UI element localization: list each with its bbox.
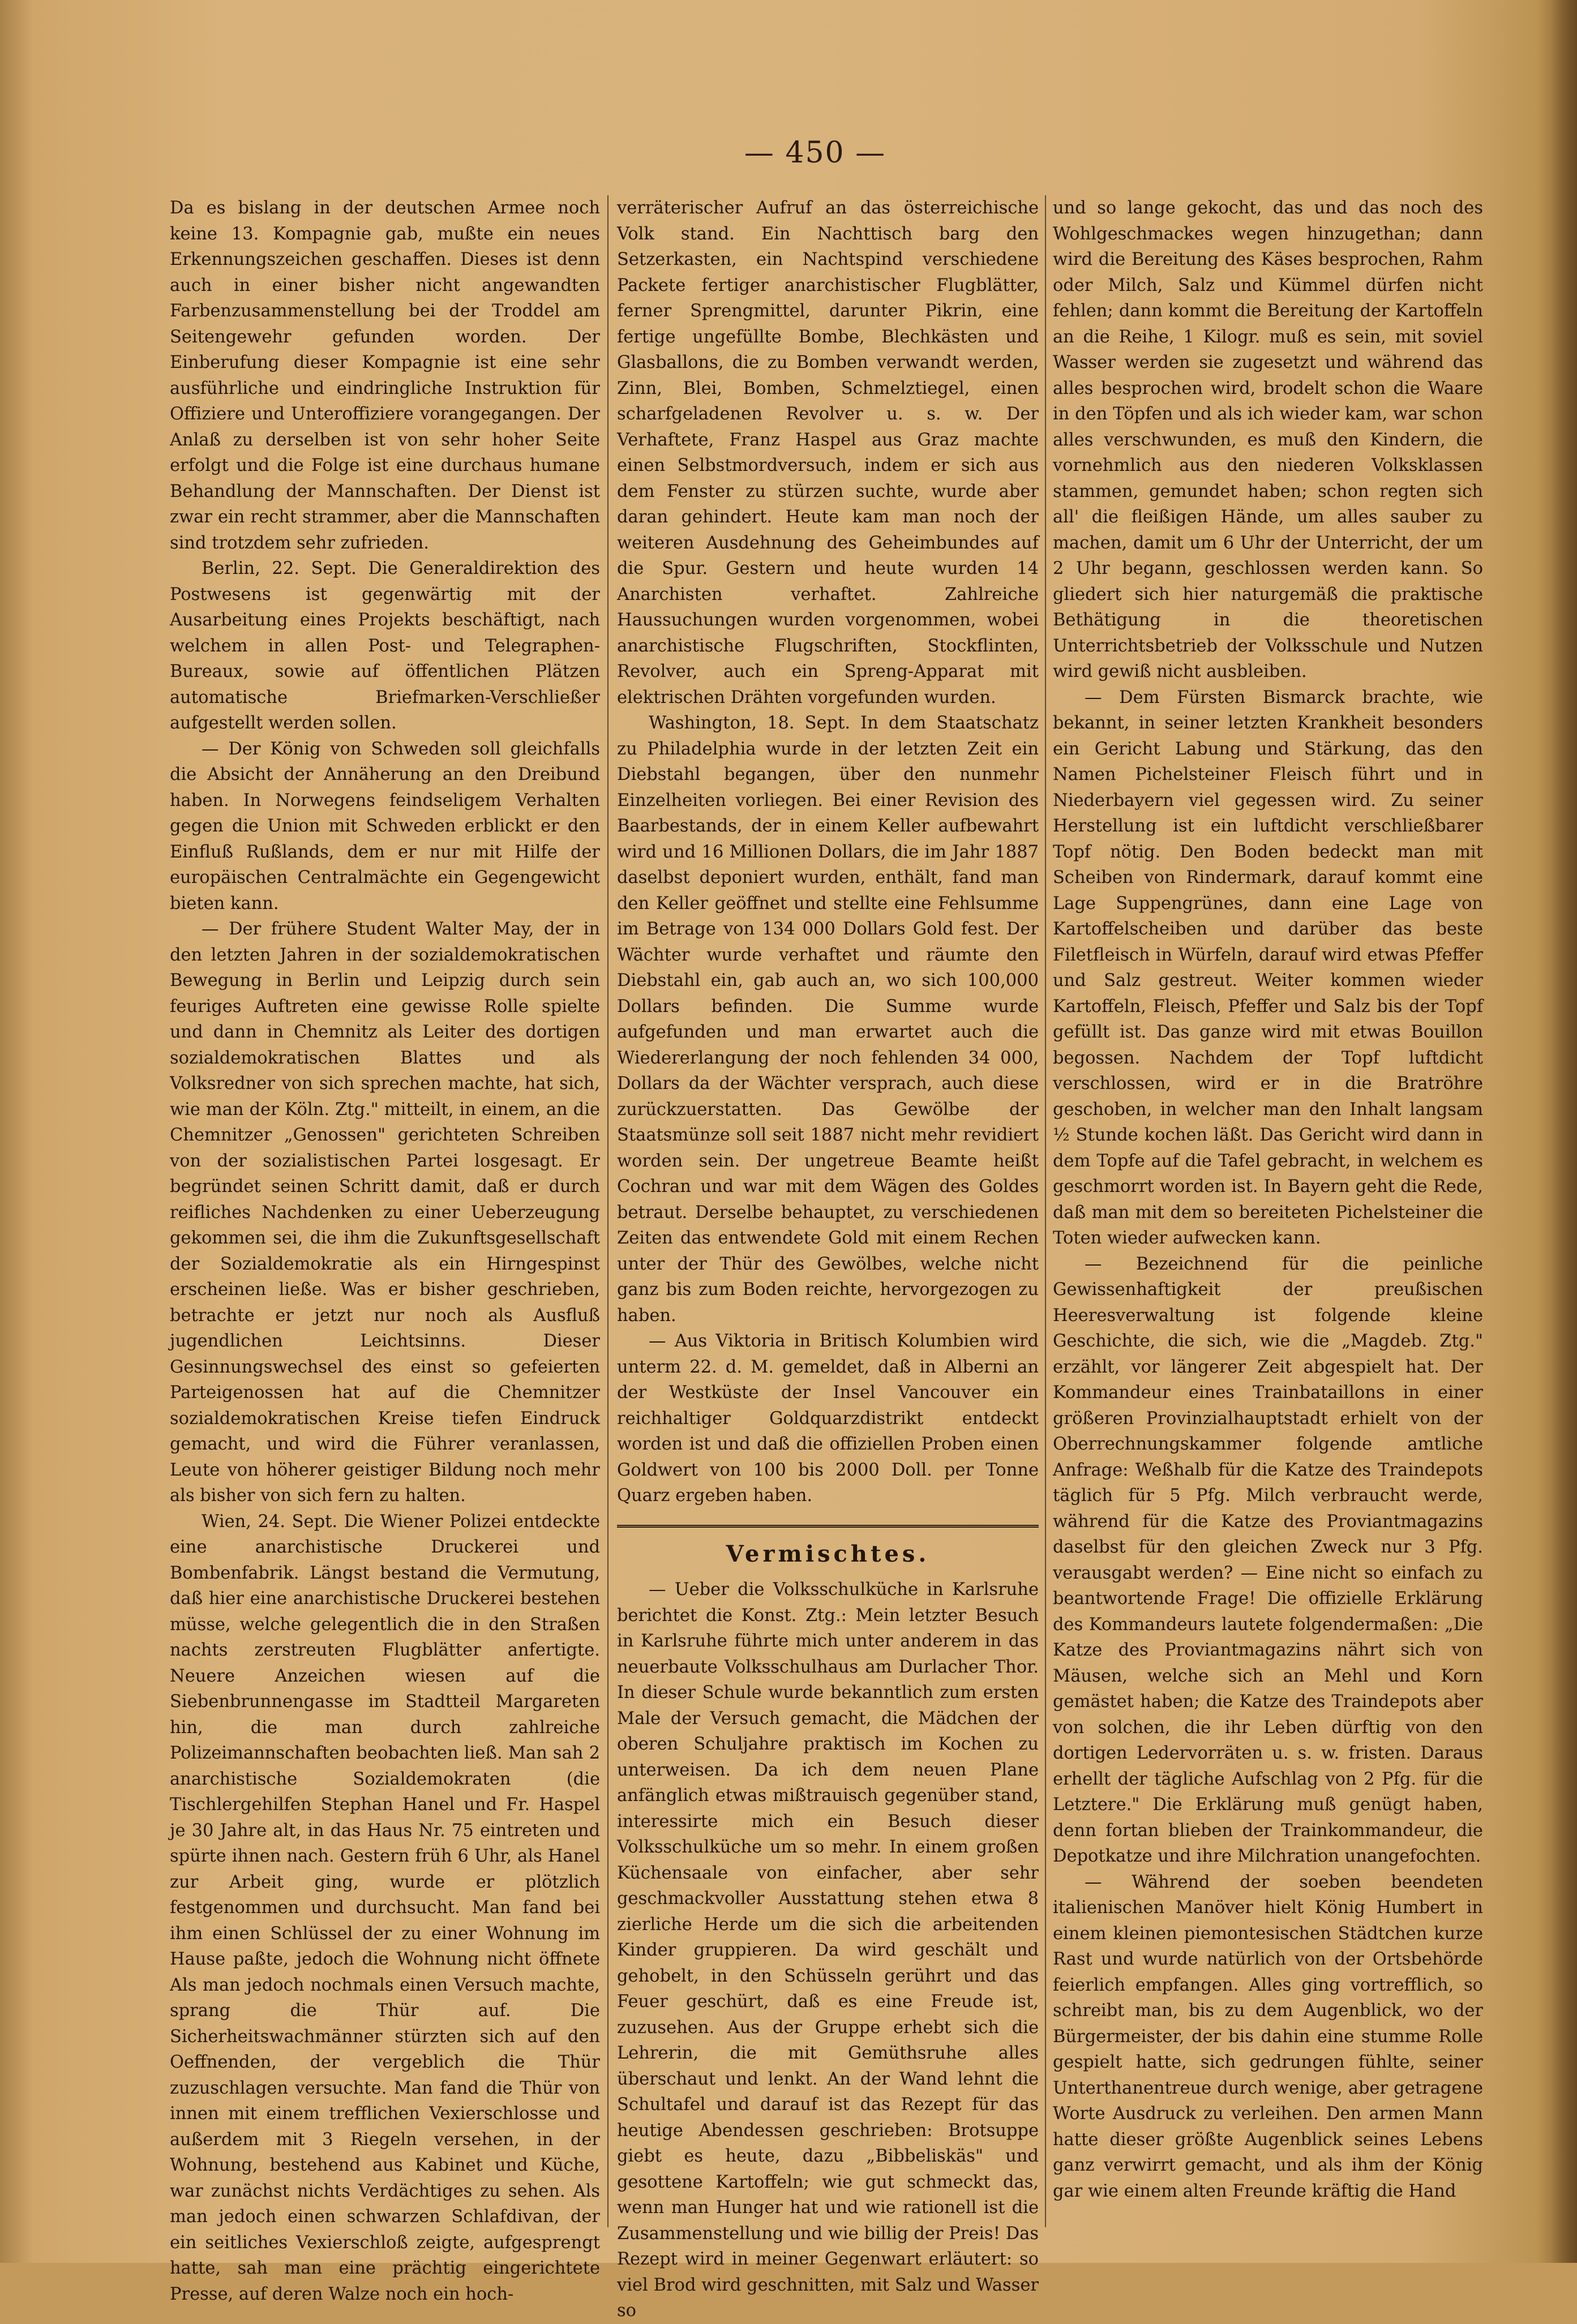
column-3 bbox=[1053, 195, 1483, 2233]
article-paragraph: Berlin, 22. Sept. Die Generaldirektion des Postwesens ist gegenwärtig mit der Ausarbeitung eines Projekts beschäftigt, nach welchem in allen Post- und Telegraphen-Bureaux, sowie auf öffentlichen Plätzen automatische Briefmarken-Verschließer aufgestellt werden sollen. bbox=[170, 559, 600, 733]
article-paragraph: verräterischer Aufruf an das österreichische Volk stand. Ein Nachttisch barg den Setzerkasten, ein Nachtspind verschiedene Packete fertiger anarchistischer Flugblätter, ferner Sprengmittel, darunter Pikrin, eine fertige ungefüllte Bombe, Blechkästen und Glasballons, die zu Bomben verwandt werden, Zinn, Blei, Bomben, Schmelztiegel, einen scharfgeladenen Revolver u. s. w. Der Verhaftete, Franz Haspel aus Graz machte einen Selbstmordversuch, indem er sich aus dem Fenster zu stürzen suchte, wurde aber daran gehindert. Heute kam man noch der weiteren Ausdehnung des Geheimbundes auf die Spur. Gestern und heute wurden 14 Anarchisten verhaftet. Zahlreiche Haussuchungen wurden vorgenommen, wobei anarchistische Flugschriften, Stockflinten, Revolver, auch ein Spreng-Apparat mit elektrischen Drähten vorgefunden wurden. bbox=[617, 198, 1039, 708]
article-paragraph: Da es bislang in der deutschen Armee noch keine 13. Kompagnie gab, mußte ein neues Erkennungszeichen geschaffen. Dieses ist denn auch in einer bisher nicht angewandten Farbenzusammenstellung bei der Troddel am Seitengewehr gefunden worden. Der Einberufung dieser Kompagnie ist eine sehr ausführliche und eindringliche Instruktion für Offiziere und Unteroffiziere vorangegangen. Der Anlaß zu derselben ist von sehr hoher Seite erfolgt und die Folge ist eine durchaus humane Behandlung der Mannschaften. Der Dienst ist zwar ein recht strammer, aber die Mannschaften sind trotzdem sehr zufrieden. bbox=[170, 198, 600, 553]
column-divider-right bbox=[1045, 195, 1046, 2227]
column-2 bbox=[617, 195, 1039, 2321]
column-divider-left bbox=[607, 195, 608, 2227]
article-paragraph: — Bezeichnend für die peinliche Gewissenhaftigkeit der preußischen Heeresverwaltung ist folgende kleine Geschichte, die sich, wie die „Magdeb. Ztg." erzählt, vor längerer Zeit abgespielt hat. Der Kommandeur eines Trainbataillons in einer größeren Provinzialhauptstadt erhielt von der Oberrechnungskammer folgende amtliche Anfrage: Weßhalb für die Katze des Traindepots täglich für 5 Pfg. Milch verbraucht werde, während für die Katze des Proviantmagazins daselbst für den gleichen Zweck nur 3 Pfg. verausgabt werden? — Eine nicht so einfach zu beantwortende Frage! Die offizielle Erklärung des Kommandeurs lautete folgendermaßen: „Die Katze des Proviantmagazins nährt sich von Mäusen, welche sich an Mehl und Korn gemästet haben; die Katze des Traindepots aber von solchen, die ihr Leben dürftig von den dortigen Ledervorräten u. s. w. fristen. Daraus erhellt der tägliche Aufschlag von 2 Pfg. für die Letztere." Die Erklärung muß genügt haben, denn fortan blieben der Trainkommandeur, die Depotkatze und ihre Milchration unangefochten. bbox=[1053, 1254, 1483, 1866]
article-paragraph: — Dem Fürsten Bismarck brachte, wie bekannt, in seiner letzten Krankheit besonders ein Gericht Labung und Stärkung, das den Namen Pichelsteiner Fleisch führt und in Niederbayern viel gegessen wird. Zu seiner Herstellung ist ein luftdicht verschließbarer Topf nötig. Den Boden bedeckt man mit Scheiben von Rindermark, darauf kommt eine Lage Suppengrünes, dann eine Lage von Kartoffelscheiben und darüber das beste Filetfleisch in Würfeln, darauf wird etwas Pfeffer und Salz gestreut. Weiter kommen wieder Kartoffeln, Fleisch, Pfeffer und Salz bis der Topf gefüllt ist. Das ganze wird mit etwas Bouillon begossen. Nachdem der Topf luftdicht verschlossen, wird er in die Bratröhre geschoben, in welcher man den Inhalt langsam ½ Stunde kochen läßt. Das Gericht wird dann in dem Topfe auf die Tafel gebracht, in welchem es geschmorrt worden ist. In Bayern geht die Rede, daß man mit dem so bereiteten Pichelsteiner die Toten wieder aufwecken kann. bbox=[1053, 687, 1483, 1248]
article-paragraph: — Der König von Schweden soll gleichfalls die Absicht der Annäherung an den Dreibund haben. In Norwegens feindseligem Verhalten gegen die Union mit Schweden erblickt er den Einfluß Rußlands, dem er nur mit Hilfe der europäischen Centralmächte ein Gegengewicht bieten kann. bbox=[170, 739, 600, 914]
article-paragraph: Wien, 24. Sept. Die Wiener Polizei entdeckte eine anarchistische Druckerei und Bombenfabrik. Längst bestand die Vermutung, daß hier eine anarchistische Druckerei bestehen müsse, welche gelegentlich die in den Straßen nachts zerstreuten Flugblätter anfertigte. Neuere Anzeichen wiesen auf die Siebenbrunnengasse im Stadtteil Margareten hin, die man durch zahlreiche Polizeimannschaften beobachten ließ. Man sah 2 anarchistische Sozialdemokraten (die Tischlergehilfen Stephan Hanel und Fr. Haspel je 30 Jahre alt, in das Haus Nr. 75 eintreten und spürte ihnen nach. Gestern früh 6 Uhr, als Hanel zur Arbeit ging, wurde er plötzlich festgenommen und durchsucht. Man fand bei ihm einen Schlüssel der zu einer Wohnung im Hause paßte, jedoch die Wohnung nicht öffnete Als man jedoch nochmals einen Versuch machte, sprang die Thür auf. Die Sicherheitswachmänner stürzten sich auf den Oeffnenden, der vergeblich die Thür zuzuschlagen versuchte. Man fand die Thür von innen mit einem trefflichen Vexierschlosse und außerdem mit 3 Riegeln versehen, in der Wohnung, bestehend aus Kabinet und Küche, war zunächst nichts Verdächtiges zu sehen. Als man jedoch einen schwarzen Schlafdivan, der ein seitliches Vexierschloß zeigte, aufgesprengt hatte, sah man eine prächtig eingerichtete Presse, auf deren Walze noch ein hoch- bbox=[170, 1511, 600, 2304]
article-paragraph: — Der frühere Student Walter May, der in den letzten Jahren in der sozialdemokratischen Bewegung in Berlin und Leipzig durch sein feuriges Auftreten eine gewisse Rolle spielte und dann in Chemnitz als Leiter des dortigen sozialdemokratischen Blattes und als Volksredner von sich sprechen machte, hat sich, wie man der Köln. Ztg." mitteilt, in einem, an die Chemnitzer „Genossen" gerichteten Schreiben von der sozialistischen Partei losgesagt. Er begründet seinen Schritt damit, daß er durch reifliches Nachdenken zu einer Ueberzeugung gekommen sei, die ihm die Zukunftsgesellschaft der Sozialdemokratie als ein Hirngespinst erscheinen ließe. Was er bisher geschrieben, betrachte er jetzt nur noch als Ausfluß jugendlichen Leichtsinns. Dieser Gesinnungswechsel des einst so gefeierten Parteigenossen hat auf die Chemnitzer sozialdemokratischen Kreise tiefen Eindruck gemacht, und wird die Führer veranlassen, Leute von höherer geistiger Bildung noch mehr als bisher von sich fern zu halten. bbox=[170, 919, 600, 1506]
page-spine-shadow bbox=[1537, 0, 1577, 2263]
section-heading-vermischtes: Vermischtes. bbox=[726, 1540, 930, 1567]
section-divider bbox=[617, 1525, 1039, 1528]
column-1 bbox=[170, 195, 600, 2304]
article-paragraph: — Während der soeben beendeten italienischen Manöver hielt König Humbert in einem kleinen piemontesischen Städtchen kurze Rast und wurde natürlich von der Ortsbehörde feierlich empfangen. Alles ging vortrefflich, so schreibt man, bis zu dem Augenblick, wo der Bürgermeister, der bis dahin eine stumme Rolle gespielt hatte, sich gedrungen fühlte, seiner Unterthanentreue durch wenige, aber getragene Worte Ausdruck zu verleihen. Den armen Mann hatte dieser größte Augenblick seines Lebens ganz verwirrt gemacht, und als ihm der König gar wie einem alten Freunde kräftig die Hand bbox=[1053, 1872, 1483, 2201]
article-paragraph: — Ueber die Volksschulküche in Karlsruhe berichtet die Konst. Ztg.: Mein letzter Besuch in Karlsruhe führte mich unter anderem in das neuerbaute Volksschulhaus am Durlacher Thor. In dieser Schule wurde bekanntlich zum ersten Male der Versuch gemacht, die Mädchen der oberen Schuljahre praktisch im Kochen zu unterweisen. Da ich dem neuen Plane anfänglich etwas mißtrauisch gegenüber stand, interessirte mich ein Besuch dieser Volksschulküche um so mehr. In einem großen Küchensaale von einfacher, aber sehr geschmackvoller Ausstattung stehen etwa 8 zierliche Herde um die sich die arbeitenden Kinder gruppieren. Da wird geschält und gehobelt, in den Schüsseln gerührt und das Feuer geschürt, daß es eine Freude ist, zuzusehen. Aus der Gruppe erhebt sich die Lehrerin, die mit Gemüthsruhe alles überschaut und lenkt. An der Wand lehnt die Schultafel und darauf ist das Rezept für das heutige Abendessen geschrieben: Brotsuppe giebt es heute, dazu „Bibbeliskäs" und gesottene Kartoffeln; wie gut schmeckt das, wenn man Hunger hat und wie rationell ist die Zusammenstellung und wie billig der Preis! Das Rezept wird in meiner Gegenwart erläutert: so viel Brod wird geschnitten, mit Salz und Wasser so bbox=[617, 1580, 1039, 2321]
article-paragraph: und so lange gekocht, das und das noch des Wohlgeschmackes wegen hinzugethan; dann wird die Bereitung des Käses besprochen, Rahm oder Milch, Salz und Kümmel dürfen nicht fehlen; dann kommt die Bereitung der Kartoffeln an die Reihe, 1 Kilogr. muß es sein, mit soviel Wasser werden sie zugesetzt und während das alles besprochen wird, brodelt schon die Waare in den Töpfen und als ich wieder kam, war schon alles verschwunden, es muß den Kindern, die vornehmlich aus den niederen Volksklassen stammen, gemundet haben; schon regten sich all' die fleißigen Hände, um alles sauber zu machen, damit um 6 Uhr der Unterricht, der um 2 Uhr begann, geschlossen werden kann. So gliedert sich hier naturgemäß die praktische Bethätigung in die theoretischen Unterrichtsbetrieb der Volksschule und Nutzen wird gewiß nicht ausbleiben. bbox=[1053, 198, 1483, 681]
page-number: — 450 — bbox=[744, 136, 886, 170]
article-paragraph: Washington, 18. Sept. In dem Staatschatz zu Philadelphia wurde in der letzten Zeit ein Diebstahl begangen, über den nunmehr Einzelheiten vorliegen. Bei einer Revision des Baarbestands, der in einem Keller aufbewahrt wird und 16 Millionen Dollars, die im Jahr 1887 daselbst deponiert wurden, enthält, fand man den Keller geöffnet und stellte eine Fehlsumme im Betrage von 134 000 Dollars Gold fest. Der Wächter wurde verhaftet und räumte den Diebstahl ein, gab auch an, wo sich 100,000 Dollars befinden. Die Summe wurde aufgefunden und man erwartet auch die Wiedererlangung der noch fehlenden 34 000, Dollars da der Wächter versprach, auch diese zurückzuerstatten. Das Gewölbe der Staatsmünze soll seit 1887 nicht mehr revidiert worden sein. Der ungetreue Beamte heißt Cochran und war mit dem Wägen des Goldes betraut. Derselbe behauptet, zu verschiedenen Zeiten das entwendete Gold mit einem Rechen unter der Thür des Gewölbes, welche nicht ganz bis zum Boden reichte, hervorgezogen zu haben. bbox=[617, 713, 1039, 1326]
article-paragraph: — Aus Viktoria in Britisch Kolumbien wird unterm 22. d. M. gemeldet, daß in Alberni an der Westküste der Insel Vancouver ein reichhaltiger Goldquarzdistrikt entdeckt worden ist und daß die offiziellen Proben einen Goldwert von 100 bis 2000 Doll. per Tonne Quarz ergeben haben. bbox=[617, 1331, 1039, 1506]
